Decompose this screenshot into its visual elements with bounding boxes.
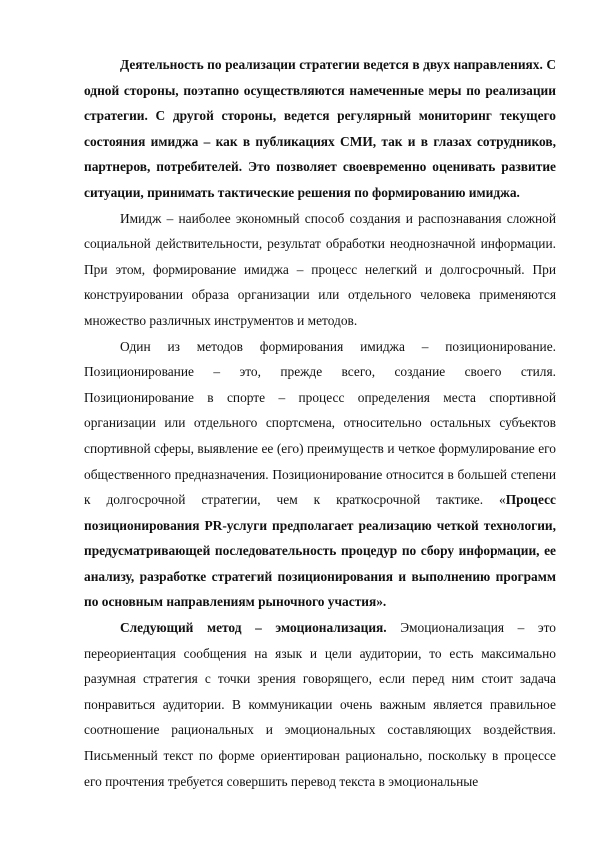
emotionalization-heading: Следующий метод – эмоционализация. (120, 620, 387, 636)
paragraph-image-definition: Имидж – наиболее экономный способ создания и распознавания сложной социальной действительности, результат обработки неоднозначной информации. При этом, формирование имиджа – процесс нелегкий и долгосрочный. При конструировании образа организации или отдельного человека применяются множество различных инструментов и методов. (84, 210, 556, 328)
positioning-quote: Процесс позиционирования PR-услуги предполагает реализацию четкой технологии, предусматривающей последовательность процедур по сбору информации, ее анализу, разработке стратегий позиционирования и выполнению программ по основным направлениям рыночного участия». (84, 492, 556, 610)
body-text (84, 52, 556, 794)
paragraph-emotionalization (84, 615, 556, 794)
paragraph-strategy-implementation: Деятельность по реализации стратегии ведется в двух направлениях. С одной стороны, поэтапно осуществляются намеченные меры по реализации стратегии. С другой стороны, ведется регулярный мониторинг текущего состояния имиджа – как в публикациях СМИ, так и в глазах сотрудников, партнеров, потребителей. Это позволяет своевременно оценивать развитие ситуации, принимать тактические решения по формированию имиджа. (84, 57, 556, 200)
emotionalization-text: Эмоционализация – это переориентация сообщения на язык и цели аудитории, то есть максимально разумная стратегия с точки зрения говорящего, если перед ним стоит задача понравиться аудитории. В коммуникации очень важным является правильное соотношение рациональных и эмоциональных составляющих воздействия. Письменный текст по форме ориентирован рационально, поскольку в процессе его прочтения требуется совершить перевод текста в эмоциональные (84, 620, 556, 789)
paragraph-positioning (84, 334, 556, 616)
positioning-text: Один из методов формирования имиджа – позиционирование. Позиционирование – это, прежде всего, создание своего стиля. Позиционирование в спорте – процесс определения места спортивной организации или отдельного спортсмена, относительно остальных субъектов спортивной сферы, выявление ее (его) преимуществ и четкое формулирование его общественного предназначения. Позиционирование относится в большей степени к долгосрочной стратегии, чем к краткосрочной тактике. « (84, 338, 556, 508)
